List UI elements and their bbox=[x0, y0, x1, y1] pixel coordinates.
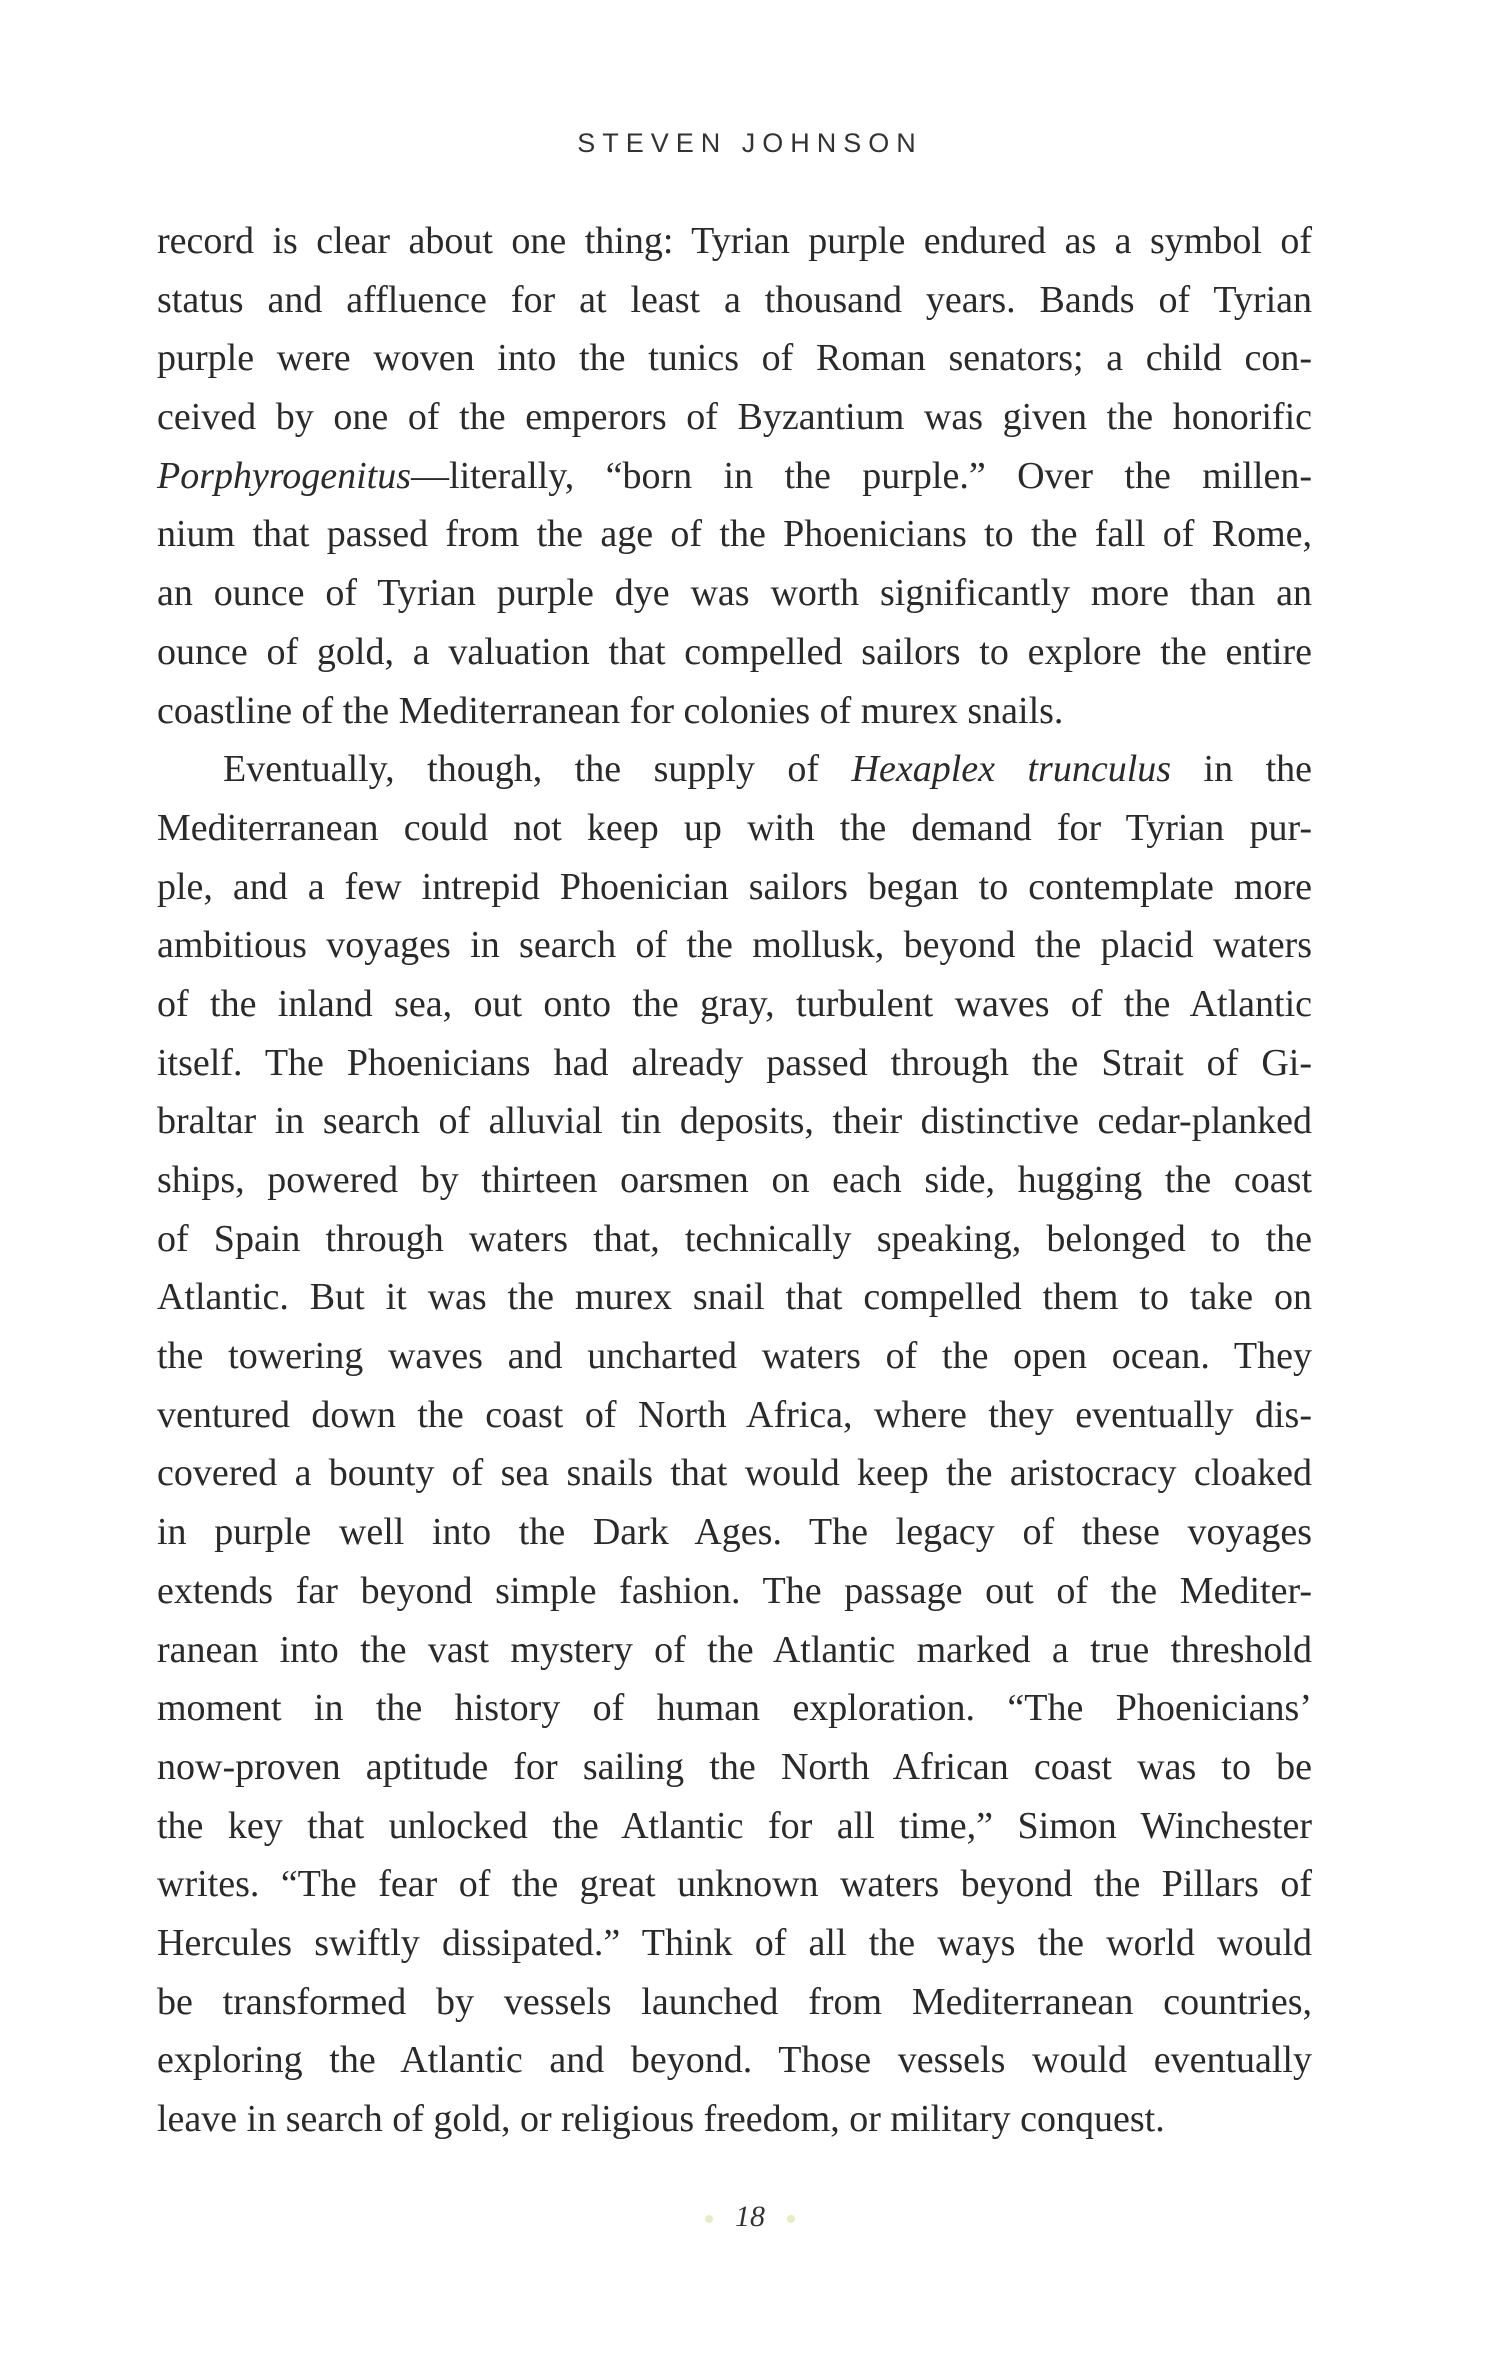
text-line: an ounce of Tyrian purple dye was worth significantly more than an bbox=[157, 572, 1312, 615]
page-number-footer bbox=[0, 2200, 1500, 2234]
text-span: in the bbox=[1171, 748, 1313, 791]
text-line bbox=[157, 447, 1312, 506]
text-line: ounce of gold, a valuation that compelled sailors to explore the entire bbox=[157, 630, 1312, 673]
text-line: the key that unlocked the Atlantic for all time,” Simon Winchester bbox=[157, 1804, 1312, 1847]
text-line bbox=[157, 740, 1312, 799]
text-line: coastline of the Mediterranean for colonies of murex snails. bbox=[157, 689, 1064, 732]
text-line: nium that passed from the age of the Phoenicians to the fall of Rome, bbox=[157, 513, 1312, 556]
text-line: ranean into the vast mystery of the Atlantic marked a true threshold bbox=[157, 1628, 1312, 1671]
text-line: braltar in search of alluvial tin deposits, their distinctive cedar-planked bbox=[157, 1100, 1312, 1143]
running-head: STEVEN JOHNSON bbox=[577, 128, 923, 158]
italic-term: Hexaplex trunculus bbox=[851, 748, 1172, 791]
ornament-dot-left bbox=[705, 2215, 713, 2223]
text-line: of Spain through waters that, technically speaking, belonged to the bbox=[157, 1217, 1312, 1260]
body-text bbox=[157, 212, 1312, 2149]
italic-term: Porphyrogenitus bbox=[157, 454, 412, 497]
page-number: 18 bbox=[735, 2200, 765, 2233]
text-line: exploring the Atlantic and beyond. Those vessels would eventually bbox=[157, 2039, 1312, 2082]
text-line: leave in search of gold, or religious freedom, or military conquest. bbox=[157, 2098, 1165, 2140]
text-line: ceived by one of the emperors of Byzantium was given the honorific bbox=[157, 396, 1312, 439]
text-line: ambitious voyages in search of the mollusk, beyond the placid waters bbox=[157, 924, 1312, 967]
text-line: writes. “The fear of the great unknown waters beyond the Pillars of bbox=[157, 1863, 1312, 1906]
text-line: Hercules swiftly dissipated.” Think of all the ways the world would bbox=[157, 1921, 1312, 1964]
text-line: the towering waves and uncharted waters of the open ocean. They bbox=[157, 1335, 1312, 1378]
text-line: moment in the history of human exploration. “The Phoenicians’ bbox=[157, 1687, 1312, 1730]
text-span: Eventually, though, the supply of bbox=[223, 748, 852, 791]
text-line: be transformed by vessels launched from Mediterranean countries, bbox=[157, 1980, 1312, 2023]
text-line: ple, and a few intrepid Phoenician sailors began to contemplate more bbox=[157, 865, 1312, 908]
text-line: of the inland sea, out onto the gray, turbulent waves of the Atlantic bbox=[157, 982, 1312, 1025]
text-line: ships, powered by thirteen oarsmen on each side, hugging the coast bbox=[157, 1159, 1312, 1201]
ornament-dot-right bbox=[787, 2215, 795, 2223]
paragraph bbox=[157, 740, 1312, 2149]
text-line: status and affluence for at least a thousand years. Bands of Tyrian bbox=[157, 278, 1312, 321]
text-line: Atlantic. But it was the murex snail that compelled them to take on bbox=[157, 1276, 1312, 1319]
text-line: extends far beyond simple fashion. The passage out of the Mediter- bbox=[157, 1569, 1312, 1612]
text-line: now-proven aptitude for sailing the North African coast was to be bbox=[157, 1745, 1312, 1788]
text-line: Mediterranean could not keep up with the demand for Tyrian pur- bbox=[157, 806, 1312, 849]
text-line: in purple well into the Dark Ages. The legacy of these voyages bbox=[157, 1511, 1312, 1554]
text-line: purple were woven into the tunics of Roman senators; a child con- bbox=[157, 337, 1312, 380]
text-line: covered a bounty of sea snails that would keep the aristocracy cloaked bbox=[157, 1452, 1312, 1495]
text-span: —literally, “born in the purple.” Over the millen- bbox=[411, 454, 1312, 497]
text-line: record is clear about one thing: Tyrian purple endured as a symbol of bbox=[157, 220, 1312, 262]
text-line: ventured down the coast of North Africa, where they eventually dis- bbox=[157, 1393, 1312, 1436]
text-line: itself. The Phoenicians had already passed through the Strait of Gi- bbox=[157, 1041, 1312, 1084]
paragraph bbox=[157, 212, 1312, 740]
